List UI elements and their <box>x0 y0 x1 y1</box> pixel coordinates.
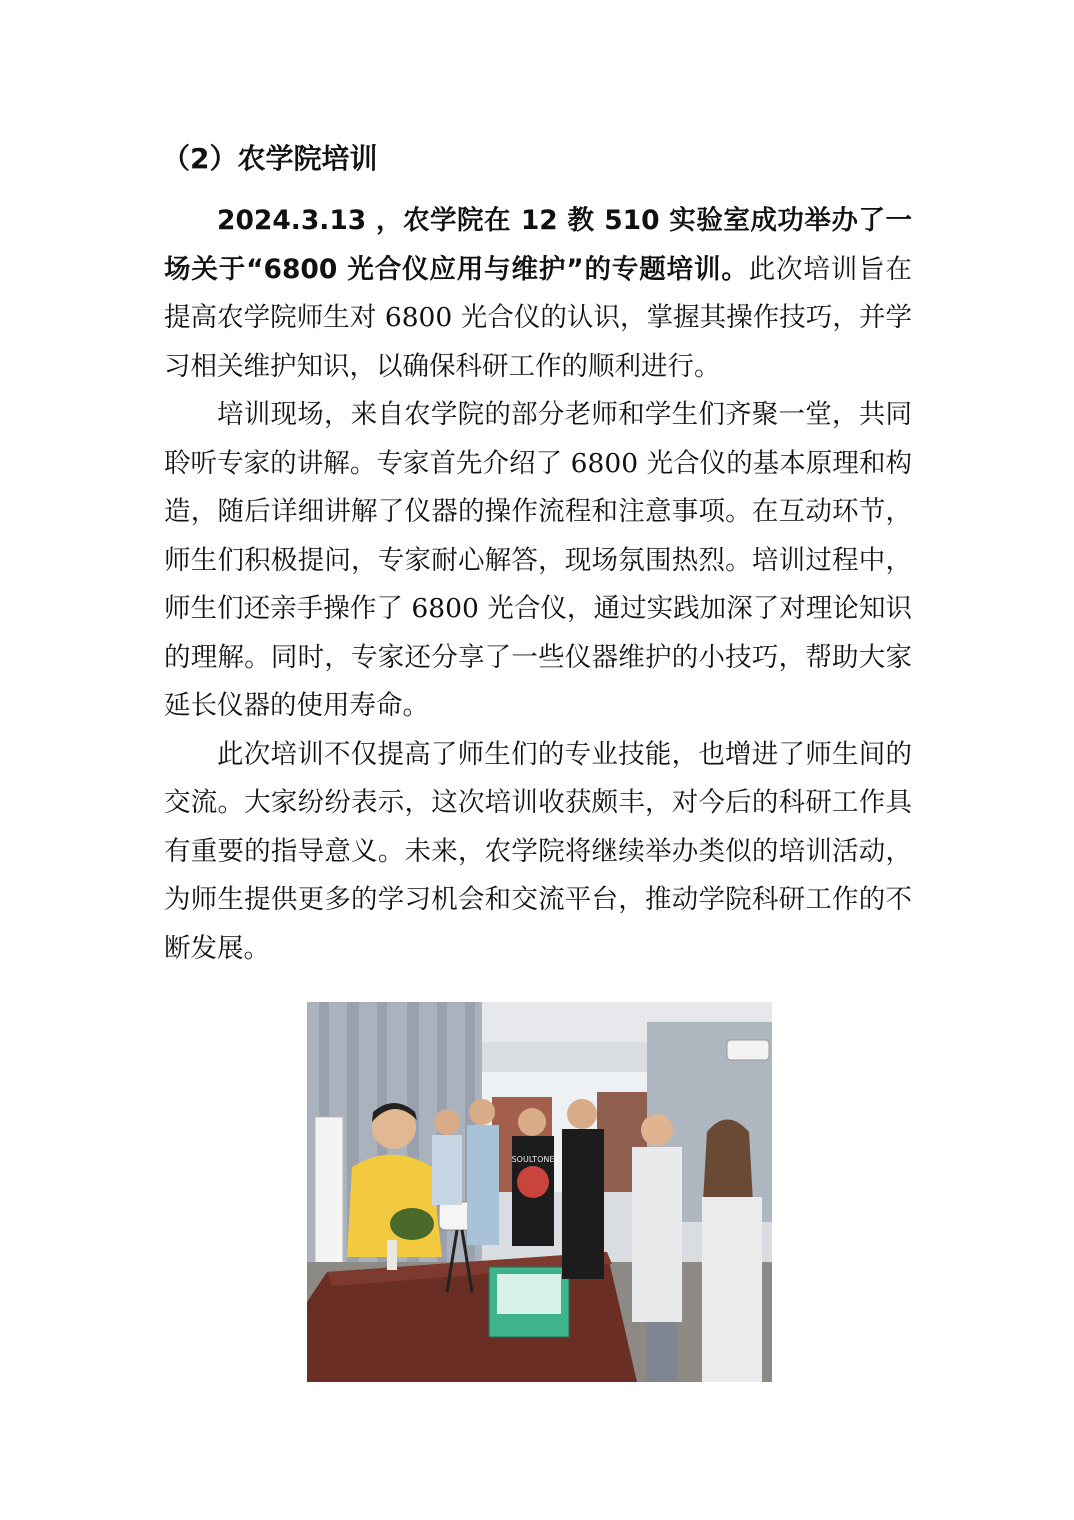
training-photo <box>307 1002 772 1382</box>
paragraph-1 <box>164 197 912 391</box>
projector <box>727 1040 769 1060</box>
standing-board <box>315 1117 343 1287</box>
paragraph-1-lead: 2024.3.13 ，农学院在 12 教 510 实验室成功举办了一场关于“6800 光合仪应用与维护”的专题培训。 <box>164 205 912 285</box>
section-heading: （2）农学院培训 <box>162 142 378 175</box>
water-bottle <box>387 1240 397 1270</box>
paragraph-1-rest: 此次培训旨在提高农学院师生对 6800 光合仪的认识，掌握其操作技巧，并学习相关维护知识，以确保科研工作的顺利进行。 <box>164 253 912 382</box>
plant <box>390 1208 434 1240</box>
console-lid <box>497 1274 561 1314</box>
paragraph-3: 此次培训不仅提高了师生们的专业技能，也增进了师生间的交流。大家纷纷表示，这次培训收获颇丰，对今后的科研工作具有重要的指导意义。未来，农学院将继续举办类似的培训活动，为师生提供更多的学习机会和交流平台，推动学院科研工作的不断发展。 <box>164 738 912 964</box>
paragraph-2: 培训现场，来自农学院的部分老师和学生们齐聚一堂，共同聆听专家的讲解。专家首先介绍了 6800 光合仪的基本原理和构造，随后详细讲解了仪器的操作流程和注意事项。在互动环节，师生们积极提问，专家耐心解答，现场氛围热烈。培训过程中，师生们还亲手操作了 6800 光合仪，通过实践加深了对理论知识的理解。同时，专家还分享了一些仪器维护的小技巧，帮助大家延长仪器的使用寿命。 <box>164 399 912 721</box>
training-photo-illustration <box>307 1002 772 1382</box>
shirt-text: SOULTONE <box>511 1155 555 1164</box>
article-body <box>164 197 912 973</box>
